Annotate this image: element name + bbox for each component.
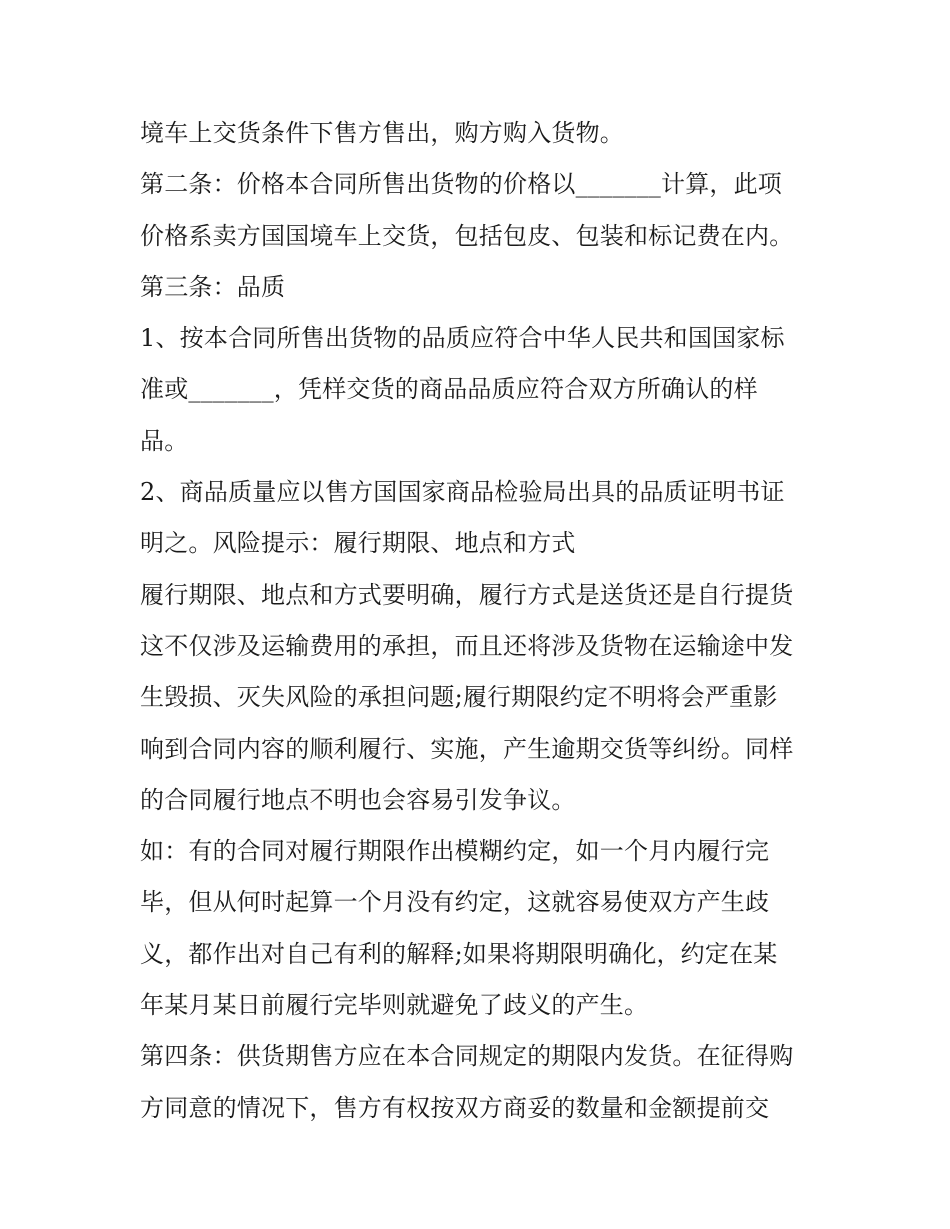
text-line: 品。 [140, 426, 189, 455]
text-line: 境车上交货条件下售方售出，购方购入货物。 [140, 119, 624, 147]
text-line: 价格系卖方国国境车上交货，包括包皮、包装和标记费在内。 [140, 221, 794, 250]
text-line: 1、按本合同所售出货物的品质应符合中华人民共和国国家标 [140, 324, 785, 353]
contract-text [140, 108, 830, 1134]
text-line: 年某月某日前履行完毕则就避免了歧义的产生。 [140, 991, 649, 1020]
text-line: 第四条：供货期售方应在本合同规定的期限内发货。在征得购 [140, 1042, 794, 1071]
text-line: 方同意的情况下，售方有权按双方商妥的数量和金额提前交 [140, 1093, 770, 1122]
text-line: 义，都作出对自己有利的解释;如果将期限明确化，约定在某 [140, 939, 778, 968]
text-line: 生毁损、灭失风险的承担问题;履行期限约定不明将会严重影 [140, 683, 778, 712]
text-line: 这不仅涉及运输费用的承担，而且还将涉及货物在运输途中发 [140, 631, 794, 660]
text-line: 2、商品质量应以售方国国家商品检验局出具的品质证明书证 [140, 478, 785, 507]
text-line: 履行期限、地点和方式要明确，履行方式是送货还是自行提货 [140, 580, 794, 609]
text-line: 响到合同内容的顺利履行、实施，产生逾期交货等纠纷。同样 [140, 734, 794, 763]
text-line: 如：有的合同对履行期限作出模糊约定，如一个月内履行完 [140, 837, 770, 866]
text-line: 第三条：品质 [140, 272, 286, 301]
text-line: 准或_______，凭样交货的商品品质应符合双方所确认的样 [140, 375, 758, 404]
text-line: 的合同履行地点不明也会容易引发争议。 [140, 785, 576, 814]
text-line: 毕，但从何时起算一个月没有约定，这就容易使双方产生歧 [140, 888, 770, 917]
text-line: 第二条：价格本合同所售出货物的价格以_______计算，此项 [140, 170, 782, 199]
text-line: 明之。风险提示：履行期限、地点和方式 [140, 529, 576, 558]
